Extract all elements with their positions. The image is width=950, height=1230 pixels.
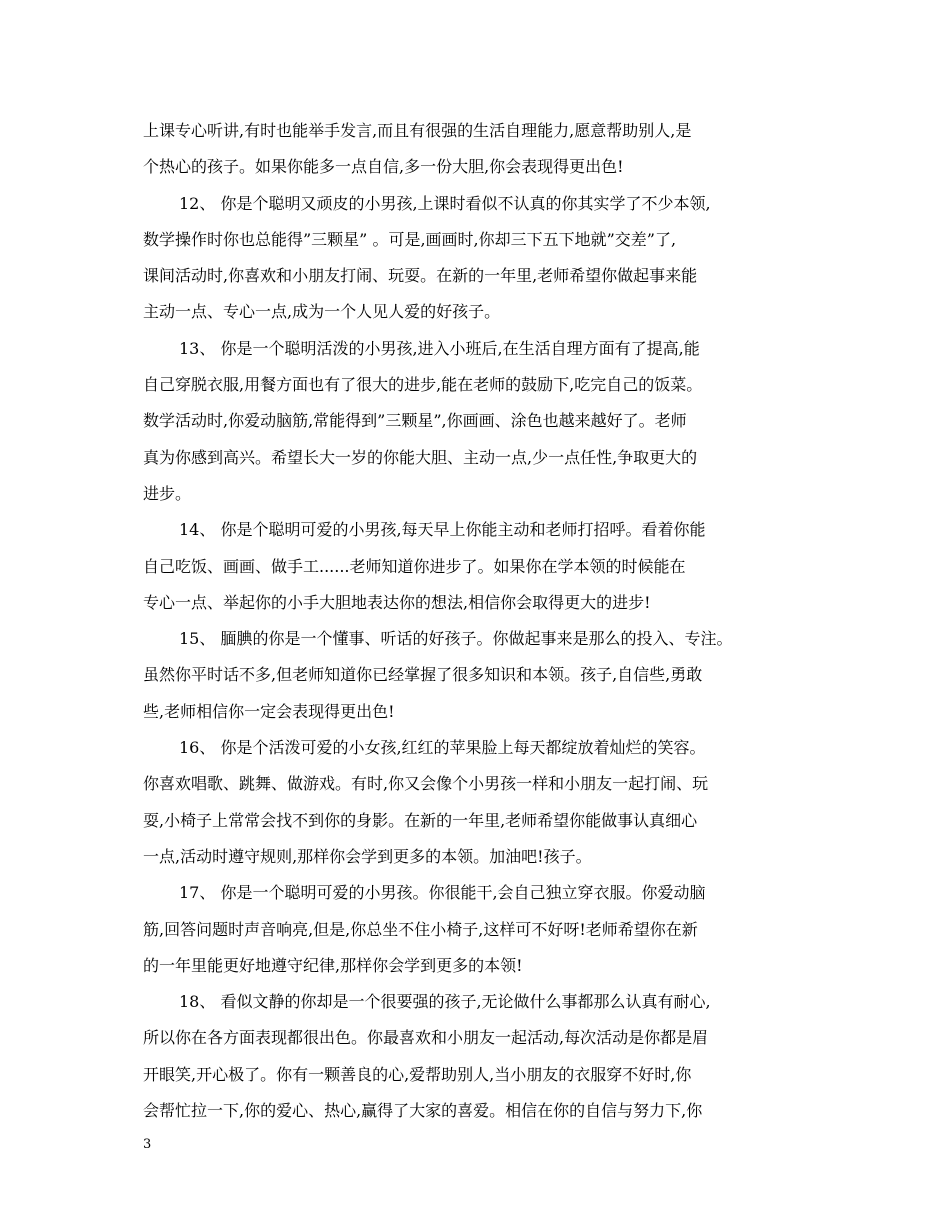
text-line: 进步。 (143, 483, 192, 503)
text-line: 16、 你是个活泼可爱的小女孩,红红的苹果脸上每天都绽放着灿烂的笑容。 (179, 738, 706, 758)
text-line: 上课专心听讲,有时也能举手发言,而且有很强的生活自理能力,愿意帮助别人,是 (143, 121, 692, 140)
text-line: 些,老师相信你一定会表现得更出色! (143, 701, 395, 721)
page-number: 3 (143, 1137, 152, 1152)
text-line: 所以你在各方面表现都很出色。你最喜欢和小朋友一起活动,每次活动是你都是眉 (143, 1028, 709, 1048)
document-body (143, 113, 823, 1129)
text-line: 耍,小椅子上常常会找不到你的身影。在新的一年里,老师希望你能做事认真细心 (143, 810, 698, 830)
text-line: 开眼笑,开心极了。你有一颗善良的心,爱帮助别人,当小朋友的衣服穿不好时,你 (143, 1064, 692, 1084)
text-line: 15、 腼腆的你是一个懂事、听话的好孩子。你做起事来是那么的投入、专注。 (179, 629, 733, 649)
text-line: 虽然你平时话不多,但老师知道你已经掌握了很多知识和本领。孩子,自信些,勇敢 (143, 665, 703, 685)
text-line: 18、 看似文静的你却是一个很要强的孩子,无论做什么事都那么认真有耐心, (179, 992, 711, 1012)
text-line: 真为你感到高兴。希望长大一岁的你能大胆、主动一点,少一点任性,争取更大的 (143, 447, 698, 467)
text-line: 13、 你是一个聪明活泼的小男孩,进入小班后,在生活自理方面有了提高,能 (179, 338, 700, 358)
text-line: 的一年里能更好地遵守纪律,那样你会学到更多的本领! (143, 955, 523, 975)
text-line: 14、 你是个聪明可爱的小男孩,每天早上你能主动和老师打招呼。看着你能 (179, 520, 706, 540)
text-line: 会帮忙拉一下,你的爱心、热心,赢得了大家的喜爱。相信在你的自信与努力下,你 (143, 1101, 703, 1121)
text-line: 17、 你是一个聪明可爱的小男孩。你很能干,会自己独立穿衣服。你爱动脑 (179, 883, 706, 903)
text-line: 自己穿脱衣服,用餐方面也有了很大的进步,能在老师的鼓励下,吃完自己的饭菜。 (143, 375, 703, 395)
text-line: 数学活动时,你爱动脑筋,常能得到”三颗星”,你画画、涂色也越来越好了。老师 (143, 411, 687, 431)
text-line: 专心一点、举起你的小手大胆地表达你的想法,相信你会取得更大的进步! (143, 592, 651, 612)
text-line: 自己吃饭、画画、做手工......老师知道你进步了。如果你在学本领的时候能在 (143, 556, 686, 576)
text-line: 课间活动时,你喜欢和小朋友打闹、玩耍。在新的一年里,老师希望你做起事来能 (143, 266, 698, 286)
text-line: 你喜欢唱歌、跳舞、做游戏。有时,你又会像个小男孩一样和小朋友一起打闹、玩 (143, 774, 709, 794)
text-line: 一点,活动时遵守规则,那样你会学到更多的本领。加油吧!孩子。 (143, 846, 592, 866)
text-line: 个热心的孩子。如果你能多一点自信,多一份大胆,你会表现得更出色! (143, 157, 624, 177)
text-line: 12、 你是个聪明又顽皮的小男孩,上课时看似不认真的你其实学了不少本领, (179, 193, 711, 213)
text-line: 筋,回答问题时声音响亮,但是,你总坐不住小椅子,这样可不好呀!老师希望你在新 (143, 919, 698, 939)
text-line: 数学操作时你也总能得”三颗星” 。可是,画画时,你却三下五下地就”交差”了, (143, 229, 677, 249)
text-line: 主动一点、专心一点,成为一个人见人爱的好孩子。 (143, 302, 501, 322)
